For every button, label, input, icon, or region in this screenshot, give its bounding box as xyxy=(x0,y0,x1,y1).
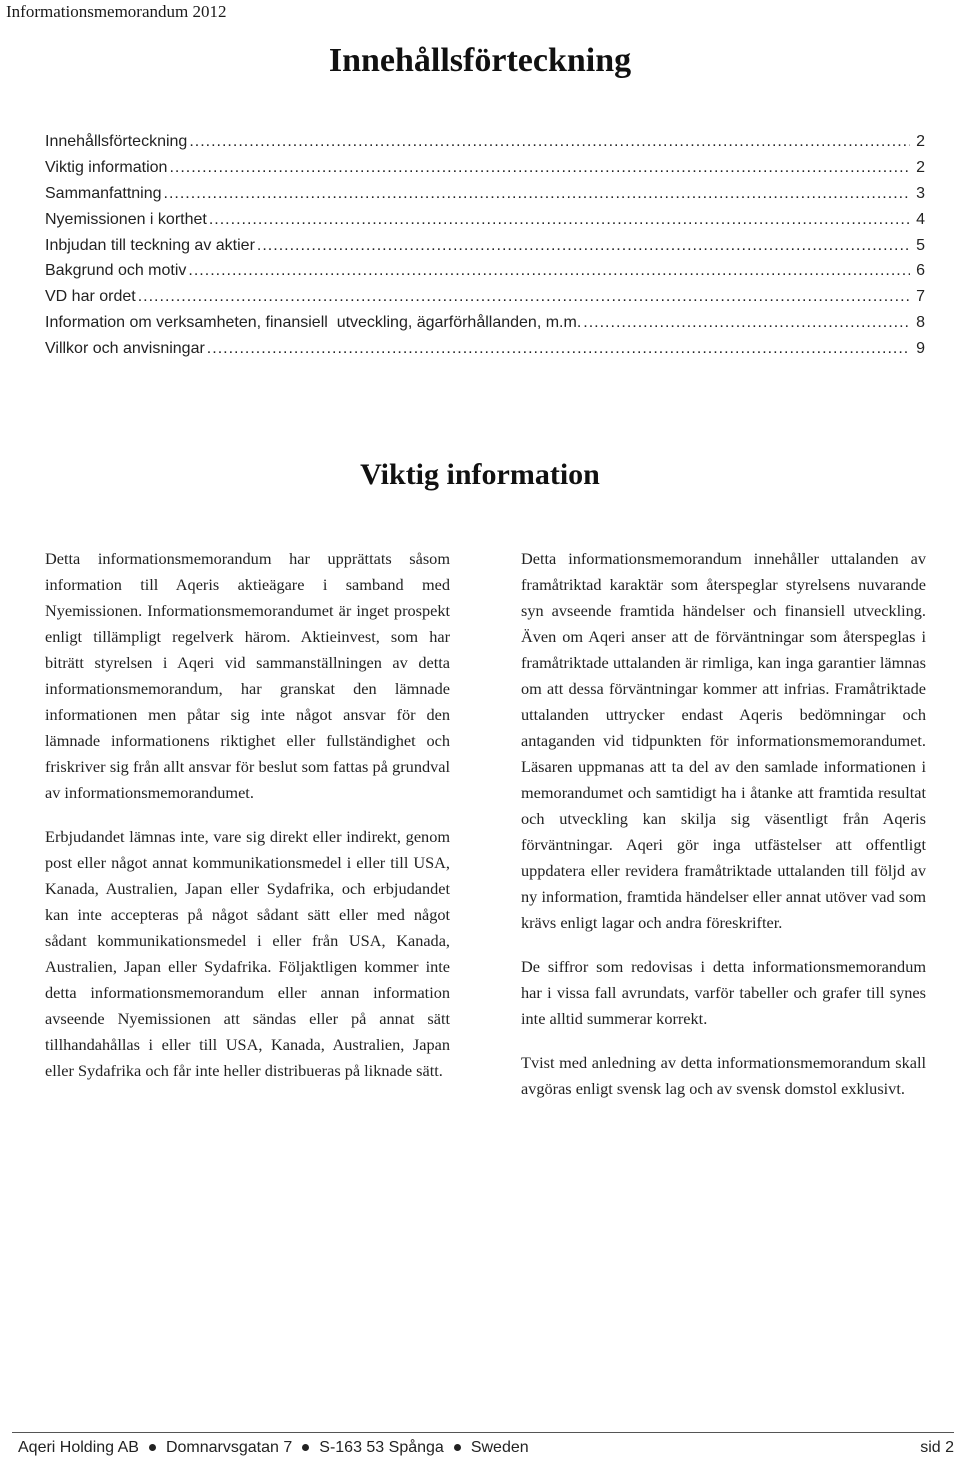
toc-entry-page: 5 xyxy=(916,236,925,254)
toc-entry-page: 2 xyxy=(916,133,925,150)
toc-entry[interactable] xyxy=(45,155,925,181)
page-number: sid 2 xyxy=(920,1439,954,1456)
section-title: Viktig information xyxy=(360,458,600,491)
paragraph: Detta informationsmemorandum innehåller uttalanden av framåtriktad karaktär som återspeglar styrelsens nuvarande syn avseende framtida händelser och finansiell utveckling. Även om Aqeri anser att de förväntningar som återspeglas i framåtriktade uttalanden är rimliga, kan inga garantier lämnas om att dessa förväntningar kommer att infrias. Framåtriktade uttalanden uttrycker endast Aqeris bedömningar och antaganden vid tidpunkten för informationsmemorandumet. Läsaren uppmanas att ta del av den samlade informationen i memorandumet och samtidigt ha i åtanke att framtida resultat och utveckling kan skilja sig väsentligt från Aqeris förväntningar. Aqeri gör inga utfästelser att offentligt uppdatera eller revidera framåtriktade uttalanden till följd av ny information, framtida händelser eller annat utöver vad som krävs enligt lagar och andra föreskrifter. xyxy=(521,549,926,932)
footer-street: Domnarvsgatan 7 xyxy=(165,1439,293,1456)
toc-entry-title: Information om verksamheten, finansiell utveckling, ägarförhållanden, m.m. xyxy=(45,314,582,332)
toc-leader-dots xyxy=(164,181,911,207)
toc-entry-title: Bakgrund och motiv xyxy=(45,262,187,280)
toc-entry-page: 3 xyxy=(916,184,925,202)
toc-entry-title: Innehållsförteckning xyxy=(45,133,188,150)
toc-entry[interactable] xyxy=(45,336,925,362)
bullet-icon xyxy=(149,1444,156,1451)
toc-entry-page: 2 xyxy=(916,158,925,176)
toc-leader-dots xyxy=(138,284,910,310)
toc-entry[interactable] xyxy=(45,310,925,336)
toc-entry[interactable] xyxy=(45,207,925,233)
toc-leader-dots xyxy=(189,129,910,155)
toc-entry[interactable] xyxy=(45,284,925,310)
toc-entry[interactable] xyxy=(45,129,925,155)
toc-entry-page: 9 xyxy=(916,340,925,358)
bullet-icon xyxy=(302,1444,309,1451)
paragraph: Erbjudandet lämnas inte, vare sig direkt eller indirekt, genom post eller något annat kommunikationsmedel i eller till USA, Kanada, Australien, Japan eller Sydafrika, och erbjudandet kan inte accepteras på något sådant sätt eller med något sådant kommunikationsmedel i eller från USA, Kanada, Australien, Japan eller Sydafrika. Följaktligen kommer inte detta informationsmemorandum eller annan information avseende Nyemissionen att sändas eller på annat sätt tillhandahållas i eller till USA, Kanada, Australien, Japan eller Sydafrika och får inte heller distribueras på liknade sätt. xyxy=(45,827,450,1080)
right-column xyxy=(521,546,926,1120)
toc-leader-dots xyxy=(257,233,910,259)
toc-leader-dots xyxy=(188,258,910,284)
toc-entry-page: 8 xyxy=(916,314,925,332)
toc-entry-page: 6 xyxy=(916,262,925,280)
left-column xyxy=(45,546,450,1102)
toc-entry-title: Sammanfattning xyxy=(45,184,162,202)
footer-postal: S-163 53 Spånga xyxy=(319,1439,444,1456)
toc-entry[interactable] xyxy=(45,233,925,259)
footer-company: Aqeri Holding AB xyxy=(18,1439,139,1456)
toc-title: Innehållsförteckning xyxy=(328,42,632,79)
toc-entry-title: Villkor och anvisningar xyxy=(45,340,205,358)
paragraph: De siffror som redovisas i detta informationsmemorandum har i vissa fall avrundats, varför tabeller och grafer till synes inte alltid summerar korrekt. xyxy=(521,957,926,1028)
toc-entry-title: Viktig information xyxy=(45,158,168,176)
toc-leader-dots xyxy=(169,155,910,181)
running-header: Informationsmemorandum 2012 xyxy=(6,2,227,21)
footer-divider xyxy=(12,1432,954,1433)
toc-entry-title: VD har ordet xyxy=(45,288,136,306)
bullet-icon xyxy=(454,1444,461,1451)
toc-entry-page: 7 xyxy=(916,288,925,306)
paragraph: Detta informationsmemorandum har upprättats såsom information till Aqeris aktieägare i samband med Nyemissionen. Informationsmemorandumet är inget prospekt enligt tillämpligt regelverk härom. Aktieinvest, som har biträtt styrelsen i Aqeri vid sammanställningen av detta informationsmemorandum, har granskat den lämnade informationen men påtar sig inte något ansvar för den lämnade informationens riktighet eller fullständighet och friskriver sig från allt ansvar för beslut som fattas på grundval av informationsmemorandumet. xyxy=(45,549,450,802)
toc-leader-dots xyxy=(583,310,910,336)
footer-country: Sweden xyxy=(470,1439,529,1456)
toc-entry-title: Nyemissionen i korthet xyxy=(45,210,207,228)
toc-entry-title: Inbjudan till teckning av aktier xyxy=(45,236,255,254)
toc-entry-page: 4 xyxy=(916,210,925,228)
toc-entry[interactable] xyxy=(45,181,925,207)
paragraph: Tvist med anledning av detta informationsmemorandum skall avgöras enligt svensk lag och av svensk domstol exklusivt. xyxy=(521,1053,926,1098)
toc-entry[interactable] xyxy=(45,258,925,284)
toc-leader-dots xyxy=(209,207,910,233)
footer xyxy=(18,1437,954,1459)
toc-leader-dots xyxy=(207,336,910,362)
table-of-contents xyxy=(45,129,925,362)
